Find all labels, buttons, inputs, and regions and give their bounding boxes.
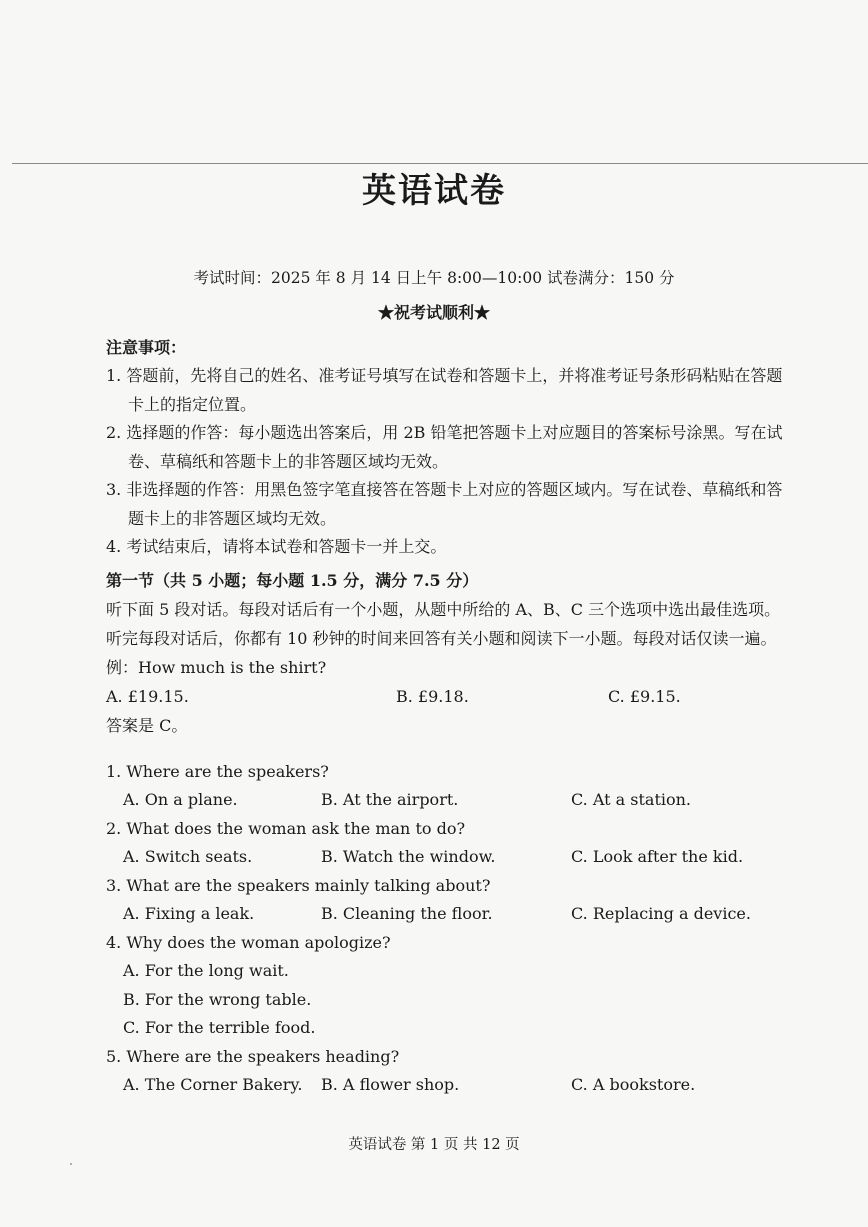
q2-option-b: B. Watch the window. <box>321 847 496 866</box>
notice-heading: 注意事项： <box>106 338 187 357</box>
question-2-options <box>106 843 790 872</box>
example-answer: 答案是 C。 <box>106 715 188 735</box>
exam-title: 英语试卷 <box>362 171 506 211</box>
q1-option-c: C. At a station. <box>571 790 692 809</box>
q5-option-b: B. A flower shop. <box>321 1075 460 1094</box>
q3-option-c: C. Replacing a device. <box>571 904 751 923</box>
section-instructions: 听下面 5 段对话。每段对话后有一个小题，从题中所给的 A、B、C 三个选项中选出最佳选项。听完每段对话后，你都有 10 秒钟的时间来回答有关小题和阅读下一小题。每段对话仅读一遍。 <box>106 599 781 648</box>
question-1-stem: 1. Where are the speakers? <box>106 761 329 781</box>
example-option-c: C. £9.15. <box>608 686 681 706</box>
section-heading: 第一节（共 5 小题；每小题 1.5 分，满分 7.5 分） <box>106 570 479 590</box>
scan-speck <box>70 1163 72 1165</box>
example-option-b: B. £9.18. <box>396 686 469 706</box>
notice-item-2: 2. 选择题的作答：每小题选出答案后，用 2B 铅笔把答题卡上对应题目的答案标号涂黑。写在试卷、草稿纸和答题卡上的非答题区域均无效。 <box>106 423 783 471</box>
q2-option-a: A. Switch seats. <box>123 847 253 866</box>
q4-option-a: A. For the long wait. <box>123 961 289 980</box>
question-3-stem: 3. What are the speakers mainly talking about? <box>106 875 491 895</box>
q5-option-c: C. A bookstore. <box>571 1075 696 1094</box>
header-rule <box>12 163 868 164</box>
example-options <box>106 682 790 711</box>
good-luck-line: ★祝考试顺利★ <box>377 303 490 322</box>
q4-option-b: B. For the wrong table. <box>123 989 312 1009</box>
question-4-stem: 4. Why does the woman apologize? <box>106 932 391 952</box>
example-option-a: A. £19.15. <box>106 686 189 706</box>
question-5-options <box>106 1071 790 1100</box>
question-5-stem: 5. Where are the speakers heading? <box>106 1046 400 1066</box>
q3-option-b: B. Cleaning the floor. <box>321 904 493 923</box>
q2-option-c: C. Look after the kid. <box>571 847 744 866</box>
page-footer: 英语试卷 第 1 页 共 12 页 <box>348 1137 520 1153</box>
notice-item-3: 3. 非选择题的作答：用黑色签字笔直接答在答题卡上对应的答题区域内。写在试卷、草稿纸和答题卡上的非答题区域均无效。 <box>106 480 783 528</box>
notice-item-1: 1. 答题前，先将自己的姓名、准考证号填写在试卷和答题卡上，并将准考证号条形码粘贴在答题卡上的指定位置。 <box>106 366 783 414</box>
page-content <box>106 334 790 1100</box>
q1-option-a: A. On a plane. <box>123 790 238 809</box>
q3-option-a: A. Fixing a leak. <box>123 904 255 923</box>
q5-option-a: A. The Corner Bakery. <box>123 1075 303 1094</box>
q4-option-c: C. For the terrible food. <box>123 1018 316 1037</box>
question-3-options <box>106 900 790 929</box>
question-2-stem: 2. What does the woman ask the man to do? <box>106 818 466 838</box>
notice-item-4: 4. 考试结束后，请将本试卷和答题卡一并上交。 <box>106 537 447 556</box>
example-question: 例：How much is the shirt? <box>106 657 327 677</box>
question-1-options <box>106 786 790 815</box>
q1-option-b: B. At the airport. <box>321 790 459 809</box>
exam-meta: 考试时间：2025 年 8 月 14 日上午 8:00—10:00 试卷满分：150 分 <box>193 269 675 287</box>
